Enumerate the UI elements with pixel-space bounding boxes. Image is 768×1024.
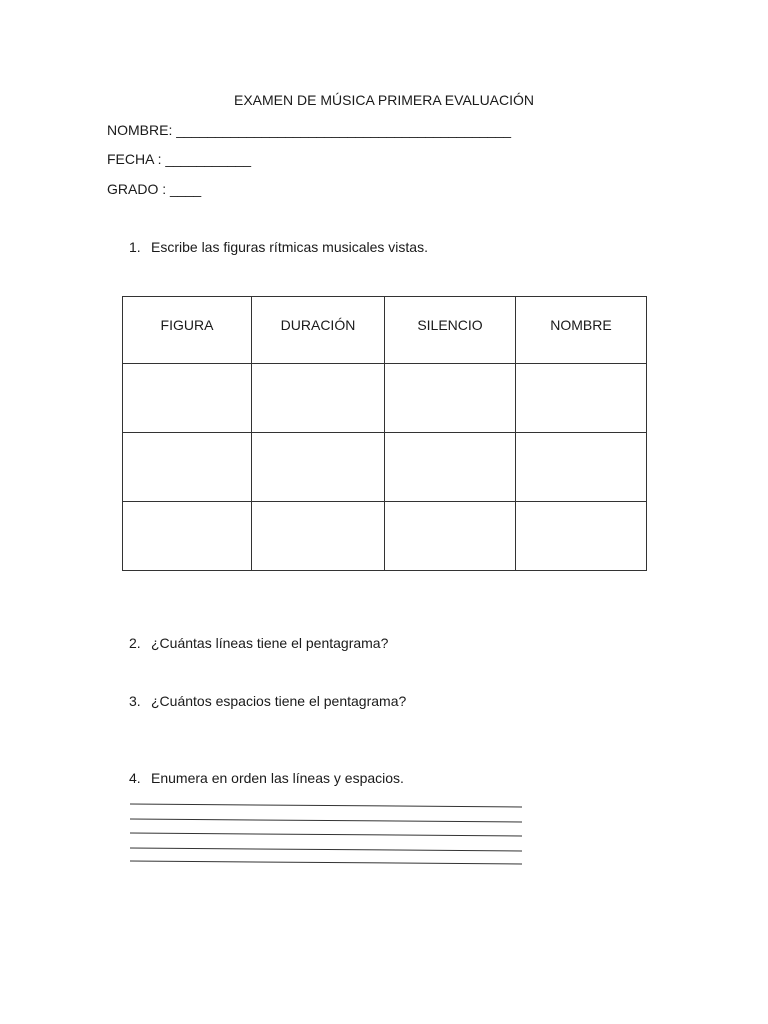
- table-cell[interactable]: [385, 364, 516, 433]
- answer-line: [130, 819, 522, 822]
- table-cell[interactable]: [385, 502, 516, 571]
- question-2: [129, 635, 689, 655]
- table-row: [123, 502, 647, 571]
- question-text: ¿Cuántas líneas tiene el pentagrama?: [151, 635, 389, 651]
- question-number: 2.: [129, 635, 141, 651]
- answer-line: [130, 861, 522, 864]
- answer-line: [130, 833, 522, 836]
- table-cell[interactable]: [252, 502, 385, 571]
- table-cell[interactable]: [123, 364, 252, 433]
- table-cell[interactable]: [123, 433, 252, 502]
- exam-title: EXAMEN DE MÚSICA PRIMERA EVALUACIÓN: [233, 92, 535, 108]
- header-silencio: SILENCIO: [385, 297, 516, 364]
- rhythm-figures-table: [122, 296, 647, 571]
- answer-lines[interactable]: [130, 798, 522, 868]
- question-text: Enumera en orden las líneas y espacios.: [151, 770, 404, 786]
- answer-line: [130, 848, 522, 851]
- table-cell[interactable]: [516, 364, 647, 433]
- header-nombre: NOMBRE: [516, 297, 647, 364]
- grado-field[interactable]: GRADO : ____: [107, 181, 202, 197]
- table-cell[interactable]: [252, 433, 385, 502]
- question-text: Escribe las figuras rítmicas musicales vistas.: [151, 239, 428, 255]
- table-cell[interactable]: [516, 502, 647, 571]
- question-4: [129, 770, 689, 790]
- table-cell[interactable]: [123, 502, 252, 571]
- question-number: 3.: [129, 693, 141, 709]
- table-cell[interactable]: [385, 433, 516, 502]
- table-cell[interactable]: [252, 364, 385, 433]
- question-number: 1.: [129, 239, 141, 255]
- table-row: [123, 364, 647, 433]
- nombre-field[interactable]: NOMBRE: ___________________________________________: [107, 122, 512, 138]
- table-header-row: [123, 297, 647, 364]
- question-text: ¿Cuántos espacios tiene el pentagrama?: [151, 693, 407, 709]
- question-3: [129, 693, 689, 713]
- answer-line: [130, 804, 522, 807]
- header-figura: FIGURA: [123, 297, 252, 364]
- table-cell[interactable]: [516, 433, 647, 502]
- header-duracion: DURACIÓN: [252, 297, 385, 364]
- fecha-field[interactable]: FECHA : ___________: [107, 151, 251, 167]
- table-row: [123, 433, 647, 502]
- question-number: 4.: [129, 770, 141, 786]
- question-1: [129, 239, 689, 259]
